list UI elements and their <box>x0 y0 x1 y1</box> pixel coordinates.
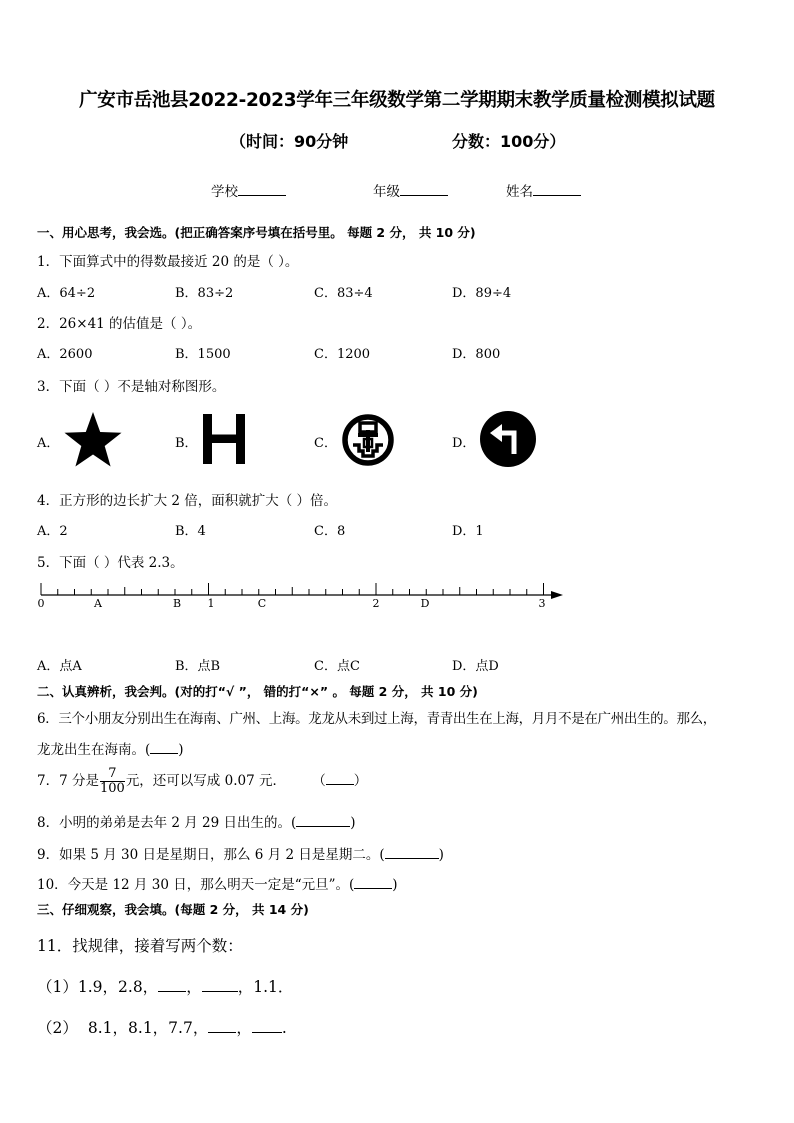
q10-close-paren: ) <box>392 877 398 893</box>
number-line-label-0: 0 <box>37 597 45 610</box>
question-10-text: 10．今天是 12 月 30 日，那么明天一定是“元旦”。( <box>37 877 355 893</box>
name-blank[interactable] <box>533 181 581 196</box>
question-6-text: 6．三个小朋友分别出生在海南、广州、上海。龙龙从未到过上海，青青出生在上海，月月不是在广州出生的。那么， <box>37 711 716 727</box>
question-7-post: 元，还可以写成 0.07 元． <box>125 773 286 789</box>
total-score: 分数：100分） <box>452 132 566 151</box>
fraction-denominator: 100 <box>99 781 125 796</box>
grade-label: 年级 <box>373 184 400 200</box>
q3-option-b[interactable]: B． <box>175 436 198 451</box>
q5-option-c[interactable]: C．点C <box>314 659 360 674</box>
q5-option-a[interactable]: A．点A <box>37 659 82 674</box>
q5-option-b[interactable]: B．点B <box>175 659 221 674</box>
question-7-pre: 7．7 分是 <box>37 773 99 789</box>
q4-option-a[interactable]: A．2 <box>37 524 68 539</box>
number-line-label-b: B <box>172 597 182 610</box>
question-9-text: 9．如果 5 月 30 日是星期日，那么 6 月 2 日是星期二。( <box>37 847 385 863</box>
q11-p1-label: （1） <box>37 978 78 996</box>
number-line-label-2: 2 <box>372 597 380 610</box>
q11-p2-blank-1[interactable] <box>208 1018 236 1033</box>
q11-p2-sep: ， <box>236 1019 252 1037</box>
question-11-part-2 <box>37 1016 287 1038</box>
bank-logo-icon <box>340 412 396 468</box>
number-line-label-c: C <box>257 597 267 610</box>
name-label: 姓名 <box>506 184 533 200</box>
time-limit: （时间：90分钟 <box>230 132 349 151</box>
number-line-label-d: D <box>420 597 430 610</box>
question-6-line2 <box>37 738 184 758</box>
q11-p2-end: . <box>281 1019 287 1037</box>
q7-open-paren: （ <box>312 773 326 789</box>
q1-option-b[interactable]: B．83÷2 <box>175 286 234 301</box>
q10-answer-blank[interactable] <box>354 874 392 889</box>
q9-close-paren: ) <box>438 847 444 863</box>
number-line-label-1: 1 <box>207 597 215 610</box>
q4-option-b[interactable]: B．4 <box>175 524 206 539</box>
number-line-label-a: A <box>94 597 102 610</box>
turn-left-sign-icon <box>479 410 537 468</box>
q7-close-paren: ） <box>353 773 368 789</box>
q5-option-d[interactable]: D．点D <box>452 659 499 674</box>
q2-option-a[interactable]: A．2600 <box>37 347 93 362</box>
q1-option-d[interactable]: D．89÷4 <box>452 286 512 301</box>
question-7 <box>37 767 367 796</box>
grade-blank[interactable] <box>400 181 448 196</box>
number-line-ticks <box>41 583 544 595</box>
name-field[interactable] <box>506 180 581 200</box>
school-blank[interactable] <box>238 181 286 196</box>
q11-p1-blank-2[interactable] <box>202 977 238 992</box>
q11-p2-blank-2[interactable] <box>252 1018 282 1033</box>
section-3-heading: 三、仔细观察，我会填。(每题 2 分， 共 14 分) <box>37 902 309 917</box>
q8-close-paren: ) <box>350 815 356 831</box>
question-8 <box>37 811 356 831</box>
question-6-cont: 龙龙出生在海南。( <box>37 742 151 758</box>
question-5-text: 5．下面（ ）代表 2.3。 <box>37 555 184 571</box>
fraction-7-over-100 <box>100 767 125 796</box>
section-1-heading: 一、用心思考，我会选。(把正确答案序号填在括号里。 每题 2 分， 共 10 分) <box>37 225 476 240</box>
q3-option-c[interactable]: C． <box>314 436 337 451</box>
number-line <box>30 575 570 615</box>
q2-option-c[interactable]: C．1200 <box>314 347 371 362</box>
question-11-part-1 <box>37 975 293 997</box>
section-2-heading: 二、认真辨析，我会判。(对的打“√ ”， 错的打“×” 。 每题 2 分， 共 10 分) <box>37 684 478 699</box>
question-8-text: 8．小明的弟弟是去年 2 月 29 日出生的。( <box>37 815 297 831</box>
q11-p2-sequence: 8.1，8.1，7.7， <box>87 1019 209 1037</box>
question-9 <box>37 843 444 863</box>
question-2-text: 2．26×41 的估值是（ ）。 <box>37 316 202 332</box>
question-1-text: 1．下面算式中的得数最接近 20 的是（ ）。 <box>37 254 299 270</box>
q4-option-d[interactable]: D．1 <box>452 524 484 539</box>
q6-close-paren: ) <box>178 742 184 758</box>
school-label: 学校 <box>211 184 238 200</box>
q11-p1-sequence: 1.9，2.8， <box>77 978 159 996</box>
q11-p1-blank-1[interactable] <box>158 977 186 992</box>
question-10 <box>37 873 398 893</box>
q9-answer-blank[interactable] <box>385 844 439 859</box>
q2-option-b[interactable]: B．1500 <box>175 347 231 362</box>
q6-answer-blank[interactable] <box>150 739 178 754</box>
q11-p2-label: （2） <box>37 1019 78 1037</box>
question-11-text: 11．找规律，接着写两个数： <box>37 937 243 955</box>
q1-option-c[interactable]: C．83÷4 <box>314 286 373 301</box>
number-line-label-3: 3 <box>538 597 546 610</box>
q4-option-c[interactable]: C．8 <box>314 524 346 539</box>
q11-p1-sep: ， <box>186 978 202 996</box>
star-icon <box>62 410 124 470</box>
grade-field[interactable] <box>373 180 448 200</box>
q11-p1-end: ，1.1． <box>237 978 294 996</box>
q1-option-a[interactable]: A．64÷2 <box>37 286 96 301</box>
fraction-numerator: 7 <box>100 767 125 782</box>
number-line-arrow <box>551 591 563 599</box>
question-3-text: 3．下面（ ）不是轴对称图形。 <box>37 379 226 395</box>
q3-option-d[interactable]: D． <box>452 436 476 451</box>
page-title: 广安市岳池县2022-2023学年三年级数学第二学期期末教学质量检测模拟试题 <box>79 90 715 111</box>
q2-option-d[interactable]: D．800 <box>452 347 501 362</box>
q3-option-a[interactable]: A． <box>37 436 60 451</box>
letter-h-icon <box>201 412 247 466</box>
q7-answer-blank[interactable] <box>326 770 354 785</box>
q8-answer-blank[interactable] <box>296 812 350 827</box>
question-4-text: 4．正方形的边长扩大 2 倍，面积就扩大（ ）倍。 <box>37 493 338 509</box>
school-field[interactable] <box>211 180 286 200</box>
